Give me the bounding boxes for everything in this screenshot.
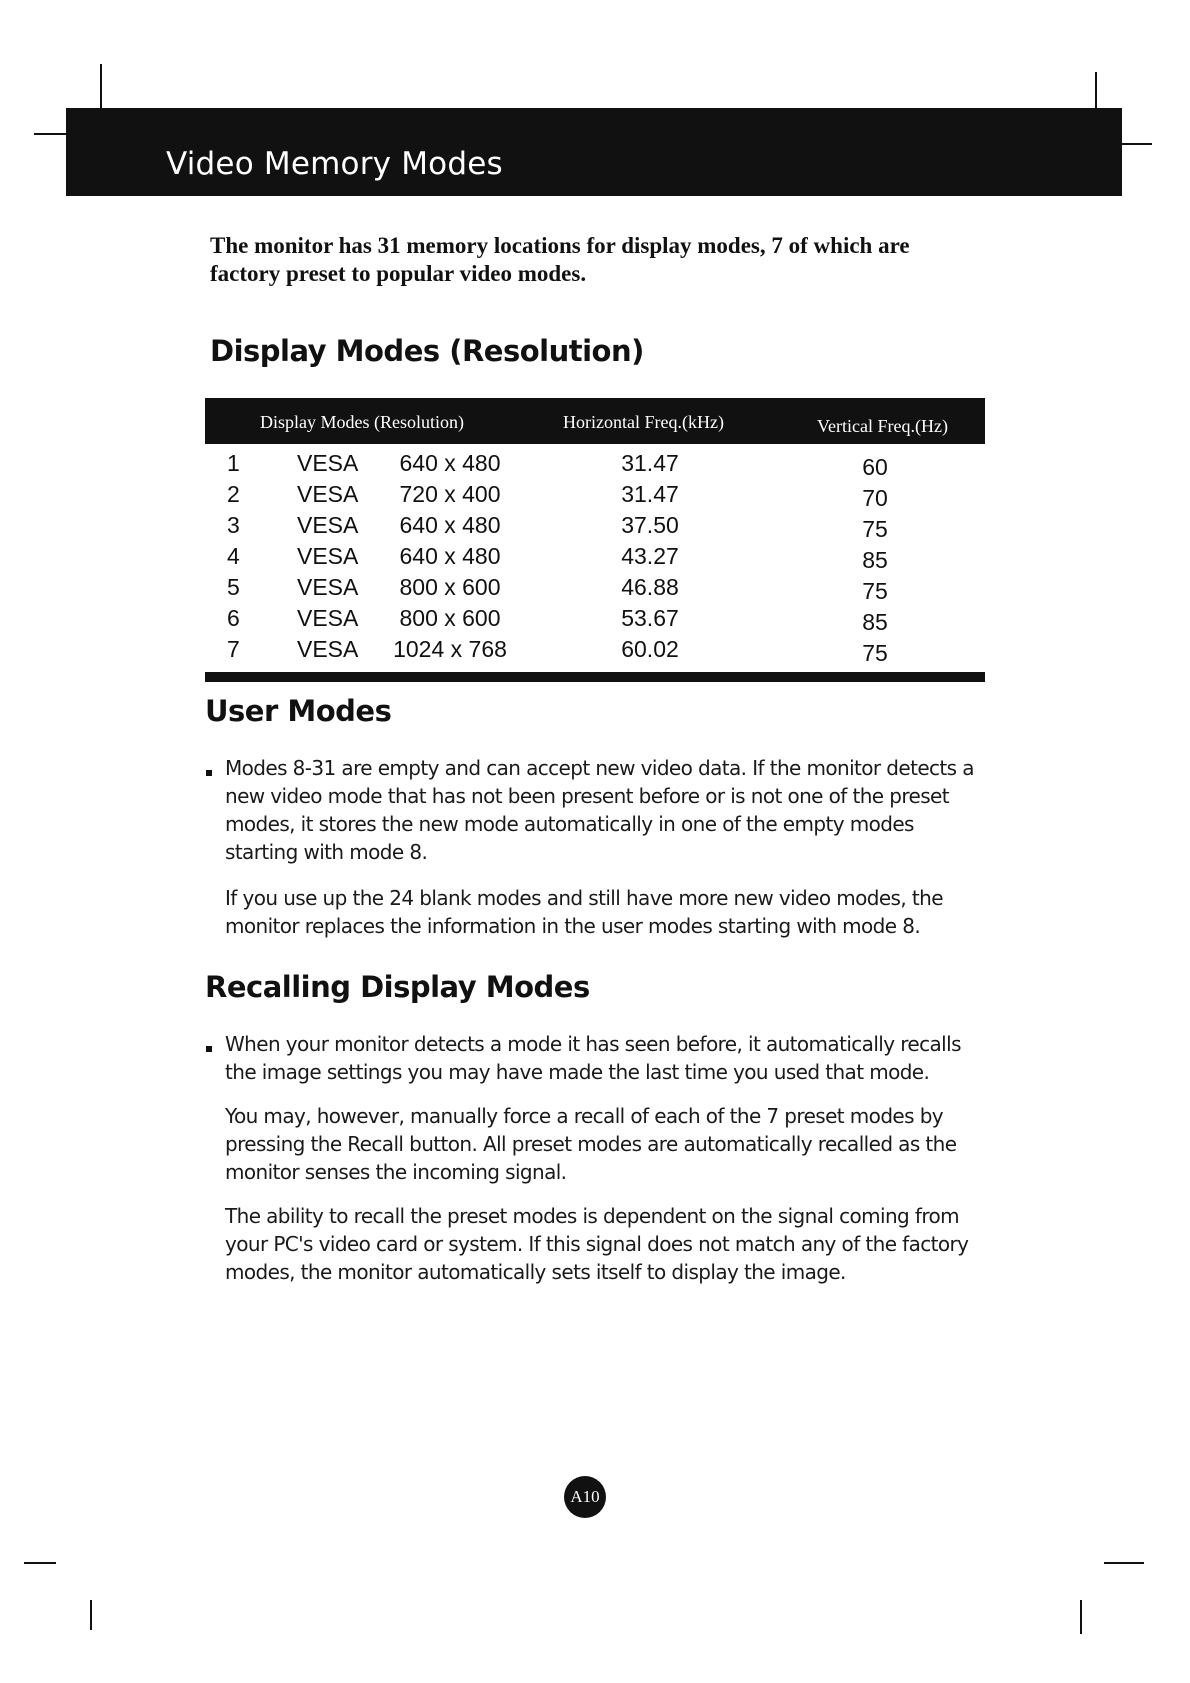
section-heading-user-modes: User Modes (205, 694, 392, 728)
crop-mark (1080, 1600, 1082, 1634)
horizontal-freq: 31.47 (621, 450, 679, 476)
horizontal-freq: 46.88 (621, 574, 679, 600)
vertical-freq: 75 (862, 516, 888, 542)
table-row (205, 481, 985, 512)
intro-text: The monitor has 31 memory locations for display modes, 7 of which are factory preset to popular video modes. (210, 233, 910, 286)
table-row (205, 636, 985, 667)
mode-resolution: 720 x 400 (399, 481, 501, 507)
mode-number: 6 (227, 605, 240, 631)
table-row (205, 574, 985, 605)
crop-mark (24, 1562, 56, 1564)
mode-number: 4 (227, 543, 240, 569)
horizontal-freq: 31.47 (621, 481, 679, 507)
column-header-vfreq: Vertical Freq.(Hz) (817, 416, 948, 436)
page-number-badge (564, 1476, 606, 1518)
mode-number: 7 (227, 636, 240, 662)
vertical-freq: 75 (862, 578, 888, 604)
mode-resolution: 1024 x 768 (393, 636, 507, 662)
recalling-paragraph-3: The ability to recall the preset modes is dependent on the signal coming from your PC's video card or system. If this signal does not match any of the factory modes, the monitor automatically sets itself to display the image. (225, 1204, 969, 1284)
horizontal-freq: 37.50 (621, 512, 679, 538)
vertical-freq: 75 (862, 640, 888, 666)
column-header-hfreq: Horizontal Freq.(kHz) (563, 412, 724, 432)
horizontal-freq: 53.67 (621, 605, 679, 631)
horizontal-freq: 43.27 (621, 543, 679, 569)
mode-standard: VESA (297, 450, 359, 476)
table-header (205, 398, 985, 444)
recalling-paragraph-2: You may, however, manually force a recall of each of the 7 preset modes by pressing the Recall button. All preset modes are automatically recalled as the monitor senses the incoming signal. (225, 1104, 957, 1184)
vertical-freq: 70 (862, 485, 888, 511)
section-heading-recalling: Recalling Display Modes (205, 970, 590, 1004)
crop-mark (1095, 72, 1097, 110)
mode-standard: VESA (297, 636, 359, 662)
section-heading-display-modes: Display Modes (Resolution) (210, 334, 644, 368)
mode-standard: VESA (297, 512, 359, 538)
mode-standard: VESA (297, 574, 359, 600)
crop-mark (100, 64, 102, 110)
display-modes-table (205, 398, 985, 682)
table-row (205, 450, 985, 481)
crop-mark (1104, 1562, 1144, 1564)
mode-resolution: 800 x 600 (399, 574, 501, 600)
mode-standard: VESA (297, 605, 359, 631)
mode-number: 1 (227, 450, 240, 476)
mode-number: 3 (227, 512, 240, 538)
crop-mark (34, 133, 68, 135)
user-modes-paragraph-2: If you use up the 24 blank modes and still have more new video modes, the monitor replaces the information in the user modes starting with mode 8. (225, 886, 943, 938)
crop-mark (1120, 143, 1152, 145)
horizontal-freq: 60.02 (621, 636, 679, 662)
mode-resolution: 640 x 480 (399, 512, 501, 538)
table-row (205, 512, 985, 543)
mode-resolution: 800 x 600 (399, 605, 501, 631)
mode-number: 2 (227, 481, 240, 507)
mode-resolution: 640 x 480 (399, 543, 501, 569)
column-header-mode: Display Modes (Resolution) (260, 412, 464, 432)
bullet-icon (206, 770, 212, 776)
page-title: Video Memory Modes (166, 146, 503, 182)
table-row (205, 605, 985, 636)
page-number: A10 (570, 1487, 600, 1506)
vertical-freq: 85 (862, 609, 888, 635)
user-modes-paragraph-1: Modes 8-31 are empty and can accept new video data. If the monitor detects a new video mode that has not been present before or is not one of the preset modes, it stores the new mode automatically in one of the empty modes starting with mode 8. (225, 756, 974, 864)
table-row (205, 543, 985, 574)
recalling-paragraph-1: When your monitor detects a mode it has seen before, it automatically recalls the image settings you may have made the last time you used that mode. (225, 1032, 961, 1084)
vertical-freq: 60 (862, 454, 888, 480)
bullet-icon (206, 1046, 212, 1052)
mode-standard: VESA (297, 543, 359, 569)
mode-resolution: 640 x 480 (399, 450, 501, 476)
crop-mark (90, 1600, 92, 1630)
mode-number: 5 (227, 574, 240, 600)
vertical-freq: 85 (862, 547, 888, 573)
table-bottom-rule (205, 672, 985, 682)
mode-standard: VESA (297, 481, 359, 507)
header-bar (66, 108, 1122, 196)
